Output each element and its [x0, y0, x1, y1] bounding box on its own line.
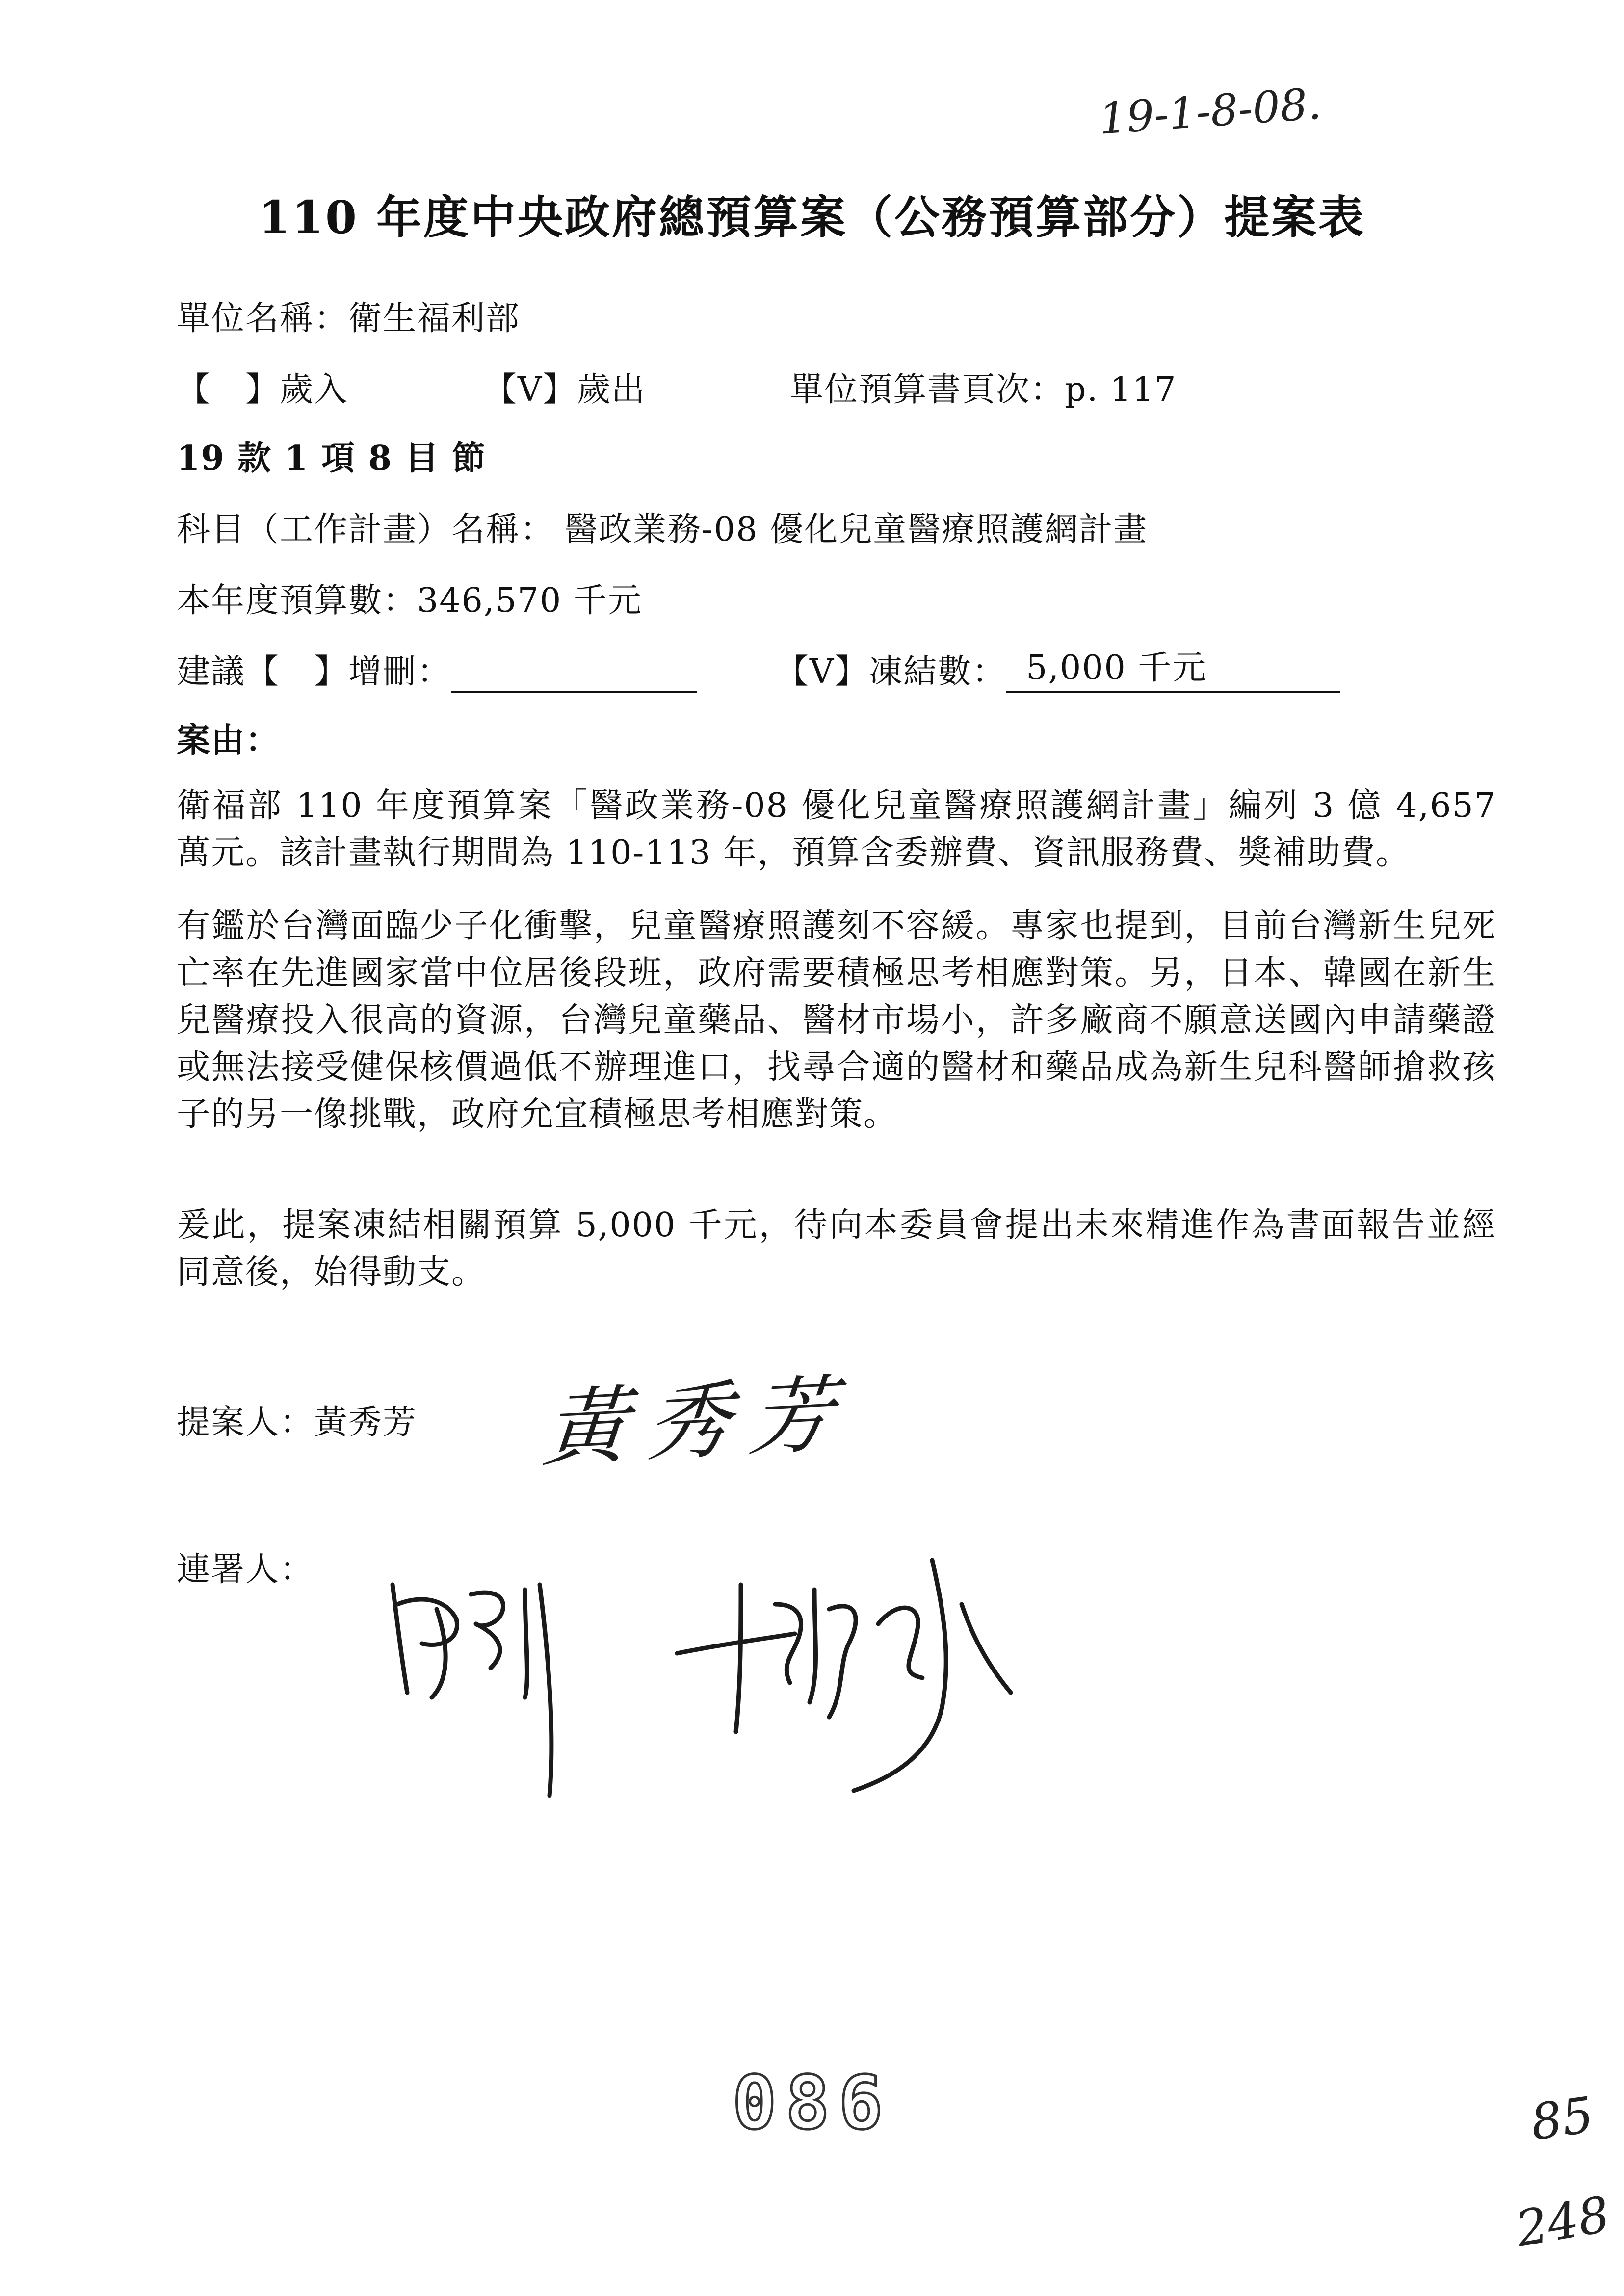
cosigner-signature-2	[667, 1545, 1040, 1800]
margin-note-85: 85	[1527, 2086, 1597, 2152]
subject-value: 醫政業務-08 優化兒童醫療照護網計畫	[564, 510, 1148, 549]
budget-book-page-label: 單位預算書頁次：	[790, 370, 1065, 409]
page-number: 086	[732, 2061, 892, 2146]
reason-paragraph-1: 衛福部 110 年度預算案「醫政業務-08 優化兒童醫療照護網計畫」編列 3 億 4,657 萬元。該計畫執行期間為 110-113 年，預算含委辦費、資訊服務費、獎補助費。	[177, 786, 1497, 872]
freeze-amount-underline	[1006, 649, 1340, 693]
budget-book-page-row	[790, 363, 1177, 411]
proposer-signature: 黃秀芳	[540, 1365, 857, 1479]
budget-value: 346,570 千元	[417, 581, 642, 620]
subject-label: 科目（工作計畫）名稱：	[177, 510, 555, 549]
proposal-row	[177, 645, 697, 693]
proposer-row	[177, 1396, 417, 1443]
revenue-checkbox-label: 【 】歲入	[177, 370, 349, 409]
budget-label: 本年度預算數：	[177, 581, 418, 620]
subject-row	[177, 503, 1148, 550]
section-line: 19 款 1 項 8 目 節	[177, 439, 487, 478]
unit-name-label: 單位名稱：	[177, 299, 349, 338]
expenditure-checkbox-label: 【V】歲出	[483, 370, 646, 409]
freeze-label: 【V】凍結數：	[775, 652, 1007, 691]
proposal-adjust-label: 建議【 】增刪：	[177, 652, 452, 691]
proposer-label: 提案人：	[177, 1403, 314, 1442]
handwritten-date-note: 19-1-8-08.	[1097, 78, 1323, 144]
budget-row	[177, 574, 642, 622]
reason-paragraph-3: 爰此，提案凍結相關預算 5,000 千元，待向本委員會提出未來精進作為書面報告並經同意後，始得動支。	[177, 1206, 1496, 1292]
freeze-row	[775, 645, 1340, 693]
document-title: 110 年度中央政府總預算案（公務預算部分）提案表	[258, 191, 1366, 244]
reason-paragraph-2: 有鑑於台灣面臨少子化衝擊，兒童醫療照護刻不容緩。專家也提到，目前台灣新生兒死亡率在先進國家當中位居後段班，政府需要積極思考相應對策。另，日本、韓國在新生兒醫療投入很高的資源，台灣兒童藥品、醫材市場小，許多廠商不願意送國內申請藥證或無法接受健保核價過低不辦理進口，找尋合適的醫材和藥品成為新生兒科醫師搶救孩子的另一像挑戰，政府允宜積極思考相應對策。	[177, 907, 1496, 1134]
budget-book-page-value: p. 117	[1065, 370, 1177, 409]
cosigner-signature-1	[378, 1565, 633, 1810]
proposer-name: 黃秀芳	[314, 1403, 418, 1442]
unit-name-value: 衛生福利部	[348, 299, 521, 338]
reason-heading: 案由：	[177, 721, 280, 760]
freeze-value: 5,000 千元	[1026, 649, 1207, 687]
adjust-amount-blank	[451, 654, 697, 693]
margin-note-248: 248	[1512, 2185, 1614, 2258]
unit-name-row	[177, 292, 520, 339]
cosigner-label: 連署人：	[177, 1550, 314, 1589]
